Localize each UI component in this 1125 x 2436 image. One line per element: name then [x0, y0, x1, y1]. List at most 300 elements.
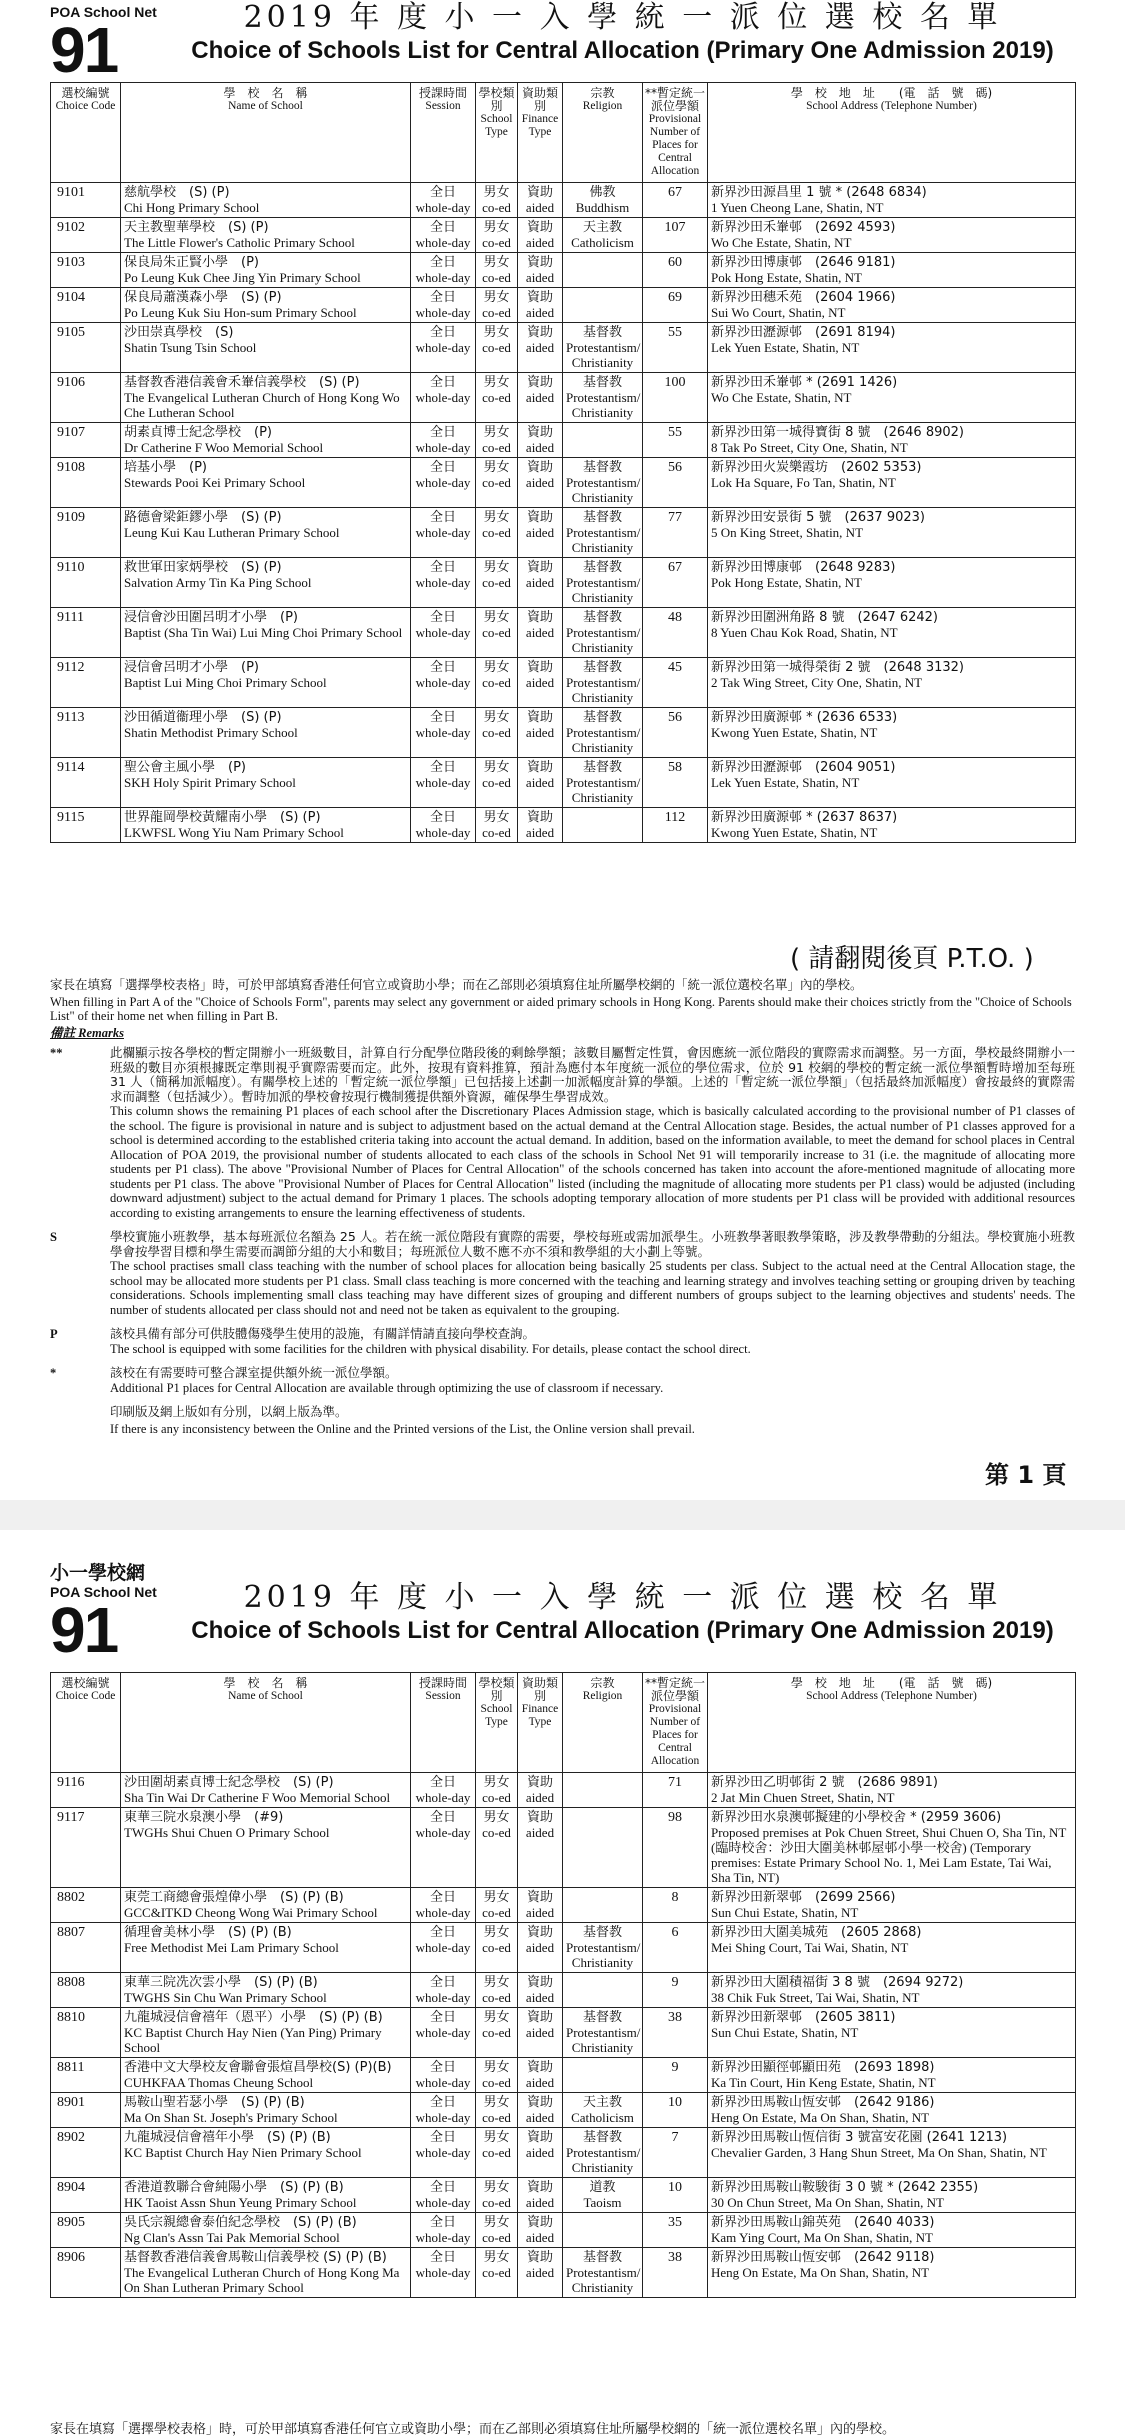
- finance-type-english: aided: [525, 2075, 555, 2090]
- finance-type-cell: [518, 758, 563, 808]
- address-english: Wo Che Estate, Shatin, NT: [711, 390, 852, 405]
- remark-chinese: 此欄顯示按各學校的暫定開辦小一班級數目，計算自行分配學位階段後的剩餘學額；該數目屬暫定性質，會因應統一派位階段的實際需求而調整。另一方面，學校最終開辦小一班級的數目亦須根據既定準則視乎實際需要而定。此外，按現有資料推算，預計為應付本年度統一派位的學位需求，位於 91 校網的學校的暫定統一派位學額暫時增加至每班 31 人（簡稱加派幅度）。有關學校上述的「暫定統一派位學額」已包括接上述劃一加派幅度計算的學額。上述的「暫定統一派位學額」（包括最終加派幅度）會按最終的實際需求而調整（包括減少）。暫時加派的學校會按現行機制獲提供額外資源，確保學生學習成效。: [110, 1045, 1075, 1104]
- page-gap: [0, 1500, 1125, 1530]
- religion-english: Protestantism/ Christianity: [566, 675, 641, 705]
- table-row: [51, 458, 1076, 508]
- session-english: whole-day: [415, 625, 471, 640]
- pto-label: ( 請翻閱後頁 P.T.O. ): [790, 944, 1034, 974]
- session-cell: [411, 708, 476, 758]
- finance-type-english: aided: [525, 525, 555, 540]
- religion-english: Protestantism/ Christianity: [566, 475, 641, 505]
- address-cell: [708, 2058, 1076, 2093]
- finance-type-english: aided: [525, 1940, 555, 1955]
- remark-item: [50, 1327, 1075, 1356]
- school-type-cell: [476, 808, 518, 843]
- school-type-chinese: 男女: [483, 425, 510, 440]
- finance-type-cell: [518, 1973, 563, 2008]
- choice-code: 9103: [51, 253, 121, 288]
- school-type-chinese: 男女: [483, 2180, 510, 2195]
- session-english: whole-day: [415, 575, 471, 590]
- school-type-cell: [476, 323, 518, 373]
- table-row: [51, 2058, 1076, 2093]
- address-cell: [708, 1973, 1076, 2008]
- address-english: 2 Tak Wing Street, City One, Shatin, NT: [711, 675, 923, 690]
- address-english: Ka Tin Court, Hin Keng Estate, Shatin, NT: [711, 2075, 936, 2090]
- address-chinese: 新界沙田源昌里 1 號 * (2648 6834): [711, 185, 927, 200]
- school-name-chinese: 浸信會呂明才小學 (P): [124, 660, 259, 675]
- session-cell: [411, 288, 476, 323]
- school-type-english: co-ed: [482, 200, 511, 215]
- address-english: 38 Chik Fuk Street, Tai Wai, Shatin, NT: [711, 1990, 920, 2005]
- finance-type-english: aided: [525, 2025, 555, 2040]
- religion-cell: [563, 1808, 643, 1888]
- finance-type-chinese: 資助: [526, 510, 553, 525]
- school-type-english: co-ed: [482, 2195, 511, 2210]
- provisional-places: 69: [643, 288, 708, 323]
- address-chinese: 新界沙田禾輋邨 * (2691 1426): [711, 375, 898, 390]
- finance-type-cell: [518, 1888, 563, 1923]
- finance-type-cell: [518, 423, 563, 458]
- session-cell: [411, 2058, 476, 2093]
- school-name-english: KC Baptist Church Hay Nien Primary School: [124, 2145, 362, 2160]
- choice-code: 9110: [51, 558, 121, 608]
- school-type-english: co-ed: [482, 825, 511, 840]
- address-chinese: 新界沙田博康邨 (2646 9181): [711, 255, 896, 270]
- finance-type-english: aided: [525, 1905, 555, 1920]
- finance-type-english: aided: [525, 340, 555, 355]
- address-cell: [708, 2128, 1076, 2178]
- table-row: [51, 1888, 1076, 1923]
- session-cell: [411, 1808, 476, 1888]
- school-name-english: Po Leung Kuk Siu Hon-sum Primary School: [124, 305, 357, 320]
- religion-cell: [563, 708, 643, 758]
- finance-type-chinese: 資助: [526, 220, 553, 235]
- address-cell: [708, 658, 1076, 708]
- choice-code: 9104: [51, 288, 121, 323]
- finance-type-english: aided: [525, 2110, 555, 2125]
- religion-cell: [563, 1973, 643, 2008]
- address-cell: [708, 373, 1076, 423]
- school-name-chinese: 保良局蕭漢森小學 (S) (P): [124, 290, 282, 305]
- table-row: [51, 1773, 1076, 1808]
- school-type-english: co-ed: [482, 525, 511, 540]
- session-chinese: 全日: [429, 1775, 456, 1790]
- religion-cell: [563, 253, 643, 288]
- religion-english: Catholicism: [571, 235, 634, 250]
- table-row: [51, 1808, 1076, 1888]
- net-brand: [50, 4, 157, 86]
- address-cell: [708, 288, 1076, 323]
- school-name-english: CUHKFAA Thomas Cheung School: [124, 2075, 314, 2090]
- title-block: [150, 0, 1095, 66]
- religion-cell: [563, 658, 643, 708]
- provisional-places: 98: [643, 1808, 708, 1888]
- address-cell: [708, 458, 1076, 508]
- school-name-chinese: 九龍城浸信會禧年小學 (S) (P) (B): [124, 2130, 331, 2145]
- address-chinese: 新界沙田新翠邨 (2605 3811): [711, 2010, 896, 2025]
- school-name-cell: [121, 2213, 411, 2248]
- choice-code: 8901: [51, 2093, 121, 2128]
- school-type-cell: [476, 1973, 518, 2008]
- school-name-chinese: 馬鞍山聖若瑟小學 (S) (P) (B): [124, 2095, 305, 2110]
- provisional-places: 9: [643, 2058, 708, 2093]
- school-type-chinese: 男女: [483, 1810, 510, 1825]
- choice-code: 9101: [51, 183, 121, 218]
- table-row: [51, 508, 1076, 558]
- school-type-chinese: 男女: [483, 810, 510, 825]
- address-cell: [708, 708, 1076, 758]
- school-type-english: co-ed: [482, 625, 511, 640]
- session-cell: [411, 183, 476, 218]
- school-name-cell: [121, 608, 411, 658]
- school-name-cell: [121, 323, 411, 373]
- choice-code: 8811: [51, 2058, 121, 2093]
- address-chinese: 新界沙田顯徑邨顯田苑 (2693 1898): [711, 2060, 935, 2075]
- table-row: [51, 423, 1076, 458]
- address-chinese: 新界沙田火炭樂霞坊 (2602 5353): [711, 460, 922, 475]
- table-row: [51, 253, 1076, 288]
- choice-code: 9102: [51, 218, 121, 253]
- school-type-chinese: 男女: [483, 290, 510, 305]
- finance-type-english: aided: [525, 200, 555, 215]
- finance-type-english: aided: [525, 1825, 555, 1840]
- school-name-chinese: 浸信會沙田圍呂明才小學 (P): [124, 610, 298, 625]
- finance-type-chinese: 資助: [526, 2060, 553, 2075]
- school-type-chinese: 男女: [483, 560, 510, 575]
- finance-type-english: aided: [525, 2230, 555, 2245]
- title-chinese-page-2: 2019 年 度 小 一 入 學 統 一 派 位 選 校 名 單: [243, 1580, 1002, 1615]
- session-chinese: 全日: [429, 560, 456, 575]
- finance-type-cell: [518, 708, 563, 758]
- address-cell: [708, 2178, 1076, 2213]
- school-name-chinese: 救世軍田家炳學校 (S) (P): [124, 560, 282, 575]
- finance-type-english: aided: [525, 2265, 555, 2280]
- religion-chinese: 基督教: [582, 710, 622, 725]
- school-type-chinese: 男女: [483, 220, 510, 235]
- school-name-chinese: 慈航學校 (S) (P): [124, 185, 230, 200]
- school-type-cell: [476, 253, 518, 288]
- school-name-english: Dr Catherine F Woo Memorial School: [124, 440, 324, 455]
- finance-type-chinese: 資助: [526, 325, 553, 340]
- session-chinese: 全日: [429, 610, 456, 625]
- religion-cell: [563, 2178, 643, 2213]
- session-chinese: 全日: [429, 710, 456, 725]
- choice-code: 8810: [51, 2008, 121, 2058]
- school-type-chinese: 男女: [483, 2250, 510, 2265]
- school-type-english: co-ed: [482, 235, 511, 250]
- session-cell: [411, 2213, 476, 2248]
- remark-item: [50, 1230, 1075, 1317]
- table-row: [51, 2008, 1076, 2058]
- school-type-english: co-ed: [482, 775, 511, 790]
- school-type-cell: [476, 2128, 518, 2178]
- school-type-english: co-ed: [482, 475, 511, 490]
- page-2-footer: 家長在填寫「選擇學校表格」時，可於甲部填寫香港任何官立或資助小學；而在乙部則必須填寫住址所屬學校網的「統一派位選校名單」內的學校。: [50, 2422, 896, 2436]
- religion-chinese: 基督教: [582, 560, 622, 575]
- school-name-english: TWGHs Shui Chuen O Primary School: [124, 1825, 330, 1840]
- provisional-places: 56: [643, 458, 708, 508]
- session-english: whole-day: [415, 675, 471, 690]
- religion-chinese: 基督教: [582, 375, 622, 390]
- school-name-chinese: 路德會梁鉅鏐小學 (S) (P): [124, 510, 282, 525]
- choice-code: 9117: [51, 1808, 121, 1888]
- provisional-places: 38: [643, 2248, 708, 2298]
- school-type-cell: [476, 288, 518, 323]
- session-english: whole-day: [415, 270, 471, 285]
- school-name-cell: [121, 2248, 411, 2298]
- table-row: [51, 758, 1076, 808]
- remark-body: [110, 1327, 1075, 1356]
- address-cell: [708, 183, 1076, 218]
- page-number: 第 1 頁: [985, 1461, 1067, 1489]
- school-name-cell: [121, 288, 411, 323]
- school-type-cell: [476, 458, 518, 508]
- choice-code: 9116: [51, 1773, 121, 1808]
- religion-chinese: 道教: [589, 2180, 616, 2195]
- session-english: whole-day: [415, 475, 471, 490]
- school-name-english: TWGHS Sin Chu Wan Primary School: [124, 1990, 327, 2005]
- school-name-english: KC Baptist Church Hay Nien (Yan Ping) Primary School: [124, 2025, 382, 2055]
- session-chinese: 全日: [429, 2130, 456, 2145]
- religion-english: Protestantism/ Christianity: [566, 2025, 641, 2055]
- choice-code: 8906: [51, 2248, 121, 2298]
- session-cell: [411, 808, 476, 843]
- address-cell: [708, 508, 1076, 558]
- provisional-places: 6: [643, 1923, 708, 1973]
- school-type-cell: [476, 2093, 518, 2128]
- school-name-chinese: 九龍城浸信會禧年（恩平）小學 (S) (P) (B): [124, 2010, 383, 2025]
- session-english: whole-day: [415, 525, 471, 540]
- school-type-english: co-ed: [482, 305, 511, 320]
- school-type-english: co-ed: [482, 675, 511, 690]
- religion-cell: [563, 1923, 643, 1973]
- school-type-chinese: 男女: [483, 2060, 510, 2075]
- religion-chinese: 基督教: [582, 610, 622, 625]
- session-chinese: 全日: [429, 660, 456, 675]
- notes-section: [50, 978, 1075, 1438]
- school-name-english: Stewards Pooi Kei Primary School: [124, 475, 306, 490]
- school-type-english: co-ed: [482, 1940, 511, 1955]
- provisional-places: 67: [643, 183, 708, 218]
- address-chinese: 新界沙田新翠邨 (2699 2566): [711, 1890, 896, 1905]
- table-header-row: [51, 83, 1076, 183]
- religion-english: Taoism: [583, 2195, 622, 2210]
- religion-english: Protestantism/ Christianity: [566, 725, 641, 755]
- session-english: whole-day: [415, 1905, 471, 1920]
- choice-code: 8802: [51, 1888, 121, 1923]
- school-type-cell: [476, 508, 518, 558]
- address-cell: [708, 423, 1076, 458]
- school-name-chinese: 沙田循道衞理小學 (S) (P): [124, 710, 282, 725]
- school-name-cell: [121, 373, 411, 423]
- provisional-places: 9: [643, 1973, 708, 2008]
- table-row: [51, 288, 1076, 323]
- school-name-chinese: 沙田崇真學校 (S): [124, 325, 234, 340]
- religion-english: Protestantism/ Christianity: [566, 525, 641, 555]
- school-type-english: co-ed: [482, 390, 511, 405]
- session-cell: [411, 558, 476, 608]
- finance-type-english: aided: [525, 1990, 555, 2005]
- finance-type-english: aided: [525, 440, 555, 455]
- session-cell: [411, 423, 476, 458]
- session-chinese: 全日: [429, 2180, 456, 2195]
- address-english: Proposed premises at Pok Chuen Street, Shui Chuen O, Sha Tin, NT (臨時校舍：沙田大圍美林邨屋邨小學一校舍) (Temporary premises: Estate Primary School No. 1, Mei Lam Estate, Tai Wai, Sha Tin, NT): [711, 1825, 1067, 1885]
- school-name-english: Free Methodist Mei Lam Primary School: [124, 1940, 339, 1955]
- session-cell: [411, 2093, 476, 2128]
- finance-type-cell: [518, 253, 563, 288]
- school-name-english: The Evangelical Lutheran Church of Hong Kong Ma On Shan Lutheran Primary School: [124, 2265, 400, 2295]
- address-chinese: 新界沙田廣源邨 * (2637 8637): [711, 810, 898, 825]
- table-row: [51, 2128, 1076, 2178]
- table-row: [51, 808, 1076, 843]
- remark-mark: S: [50, 1230, 57, 1244]
- finance-type-cell: [518, 2128, 563, 2178]
- choice-code: 8904: [51, 2178, 121, 2213]
- address-cell: [708, 2008, 1076, 2058]
- finance-type-english: aided: [525, 675, 555, 690]
- session-chinese: 全日: [429, 220, 456, 235]
- remark-mark: P: [50, 1327, 58, 1341]
- finance-type-english: aided: [525, 1790, 555, 1805]
- school-type-cell: [476, 608, 518, 658]
- religion-cell: [563, 218, 643, 253]
- table-row: [51, 2213, 1076, 2248]
- header-address: 學 校 地 址 (電 話 號 碼) School Address (Telephone Number): [708, 1673, 1076, 1773]
- address-english: Pok Hong Estate, Shatin, NT: [711, 575, 862, 590]
- provisional-places: 107: [643, 218, 708, 253]
- session-english: whole-day: [415, 235, 471, 250]
- address-english: Sui Wo Court, Shatin, NT: [711, 305, 846, 320]
- schools-table-page-2: [50, 1672, 1076, 2298]
- header-religion: 宗教 Religion: [563, 83, 643, 183]
- finance-type-cell: [518, 808, 563, 843]
- religion-cell: [563, 2093, 643, 2128]
- school-name-chinese: 沙田圍胡素貞博士紀念學校 (S) (P): [124, 1775, 334, 1790]
- religion-chinese: 基督教: [582, 2250, 622, 2265]
- school-name-cell: [121, 708, 411, 758]
- session-chinese: 全日: [429, 2010, 456, 2025]
- school-type-cell: [476, 2213, 518, 2248]
- religion-chinese: 天主教: [582, 220, 622, 235]
- schools-table-page-1: [50, 82, 1076, 843]
- provisional-places: 7: [643, 2128, 708, 2178]
- religion-english: Protestantism/ Christianity: [566, 340, 641, 370]
- session-cell: [411, 758, 476, 808]
- school-type-english: co-ed: [482, 2230, 511, 2245]
- session-chinese: 全日: [429, 2095, 456, 2110]
- session-english: whole-day: [415, 1990, 471, 2005]
- session-cell: [411, 323, 476, 373]
- school-name-chinese: 基督教香港信義會馬鞍山信義學校 (S) (P) (B): [124, 2250, 387, 2265]
- session-english: whole-day: [415, 200, 471, 215]
- finance-type-english: aided: [525, 2145, 555, 2160]
- finance-type-chinese: 資助: [526, 290, 553, 305]
- school-type-cell: [476, 423, 518, 458]
- address-english: Sun Chui Estate, Shatin, NT: [711, 2025, 859, 2040]
- religion-cell: [563, 423, 643, 458]
- provisional-places: 10: [643, 2093, 708, 2128]
- address-chinese: 新界沙田馬鞍山恆安邨 (2642 9118): [711, 2250, 935, 2265]
- session-english: whole-day: [415, 725, 471, 740]
- address-chinese: 新界沙田禾輋邨 (2692 4593): [711, 220, 896, 235]
- header-choice-code: 選校編號 Choice Code: [51, 1673, 121, 1773]
- finance-type-cell: [518, 218, 563, 253]
- school-name-chinese: 東華三院冼次雲小學 (S) (P) (B): [124, 1975, 318, 1990]
- school-name-cell: [121, 2008, 411, 2058]
- school-type-english: co-ed: [482, 1790, 511, 1805]
- remark-mark: **: [50, 1046, 63, 1060]
- school-type-chinese: 男女: [483, 325, 510, 340]
- school-type-cell: [476, 1773, 518, 1808]
- remark-english: This column shows the remaining P1 places of each school after the Discretionary Places Admission stage, which is basically calculated according to the provisional number of P1 classes of the school. The figure is provisional in nature and is subject to adjustment based on the actual demand at the Central Allocation stage. Besides, the actual number of P1 classes approved for a school is determined according to the established criteria taking into account the actual demand. In addition, based on the information available, to meet the demand for school places in Central Allocation of POA 2019, the provisional number of students allocated to each class of the schools in School Net 91 will temporarily increase to 31 (i.e. the magnitude of allocating more students per P1 class). The above "Provisional Number of Places for Central Allocation" of the schools concerned has taken into account the afore-mentioned magnitude of allocating more students per P1 class. The above "Provisional Number of Places for Central Allocation" listed (including the magnitude of allocating more students per P1 class) would be adjusted (including downward adjustment) subject to the actual demand for Primary 1 places. The schools adopting temporary allocation of more students per P1 class will be provided with additional resources according to existing arrangements to ensure the learning effectiveness of students.: [110, 1104, 1075, 1220]
- table-row: [51, 658, 1076, 708]
- school-type-english: co-ed: [482, 270, 511, 285]
- religion-cell: [563, 1888, 643, 1923]
- table-row: [51, 1973, 1076, 2008]
- school-name-cell: [121, 808, 411, 843]
- choice-code: 8902: [51, 2128, 121, 2178]
- finance-type-chinese: 資助: [526, 1775, 553, 1790]
- school-name-english: HK Taoist Assn Shun Yeung Primary School: [124, 2195, 357, 2210]
- provisional-places: 55: [643, 423, 708, 458]
- session-english: whole-day: [415, 1825, 471, 1840]
- school-name-cell: [121, 1808, 411, 1888]
- school-type-chinese: 男女: [483, 1890, 510, 1905]
- address-english: Chevalier Garden, 3 Hang Shun Street, Ma On Shan, Shatin, NT: [711, 2145, 1047, 2160]
- table-row: [51, 2093, 1076, 2128]
- address-cell: [708, 2248, 1076, 2298]
- session-chinese: 全日: [429, 290, 456, 305]
- session-cell: [411, 218, 476, 253]
- school-type-chinese: 男女: [483, 1975, 510, 1990]
- session-cell: [411, 1773, 476, 1808]
- religion-cell: [563, 2008, 643, 2058]
- school-type-cell: [476, 708, 518, 758]
- remark-chinese: 該校在有需要時可整合課室提供額外統一派位學額。: [110, 1365, 398, 1380]
- address-chinese: 新界沙田馬鞍山恆安邨 (2642 9186): [711, 2095, 935, 2110]
- table-body-page-2: [51, 1773, 1076, 2298]
- choice-code: 9105: [51, 323, 121, 373]
- religion-cell: [563, 183, 643, 218]
- school-type-english: co-ed: [482, 2025, 511, 2040]
- school-type-chinese: 男女: [483, 2095, 510, 2110]
- address-english: Sun Chui Estate, Shatin, NT: [711, 1905, 859, 1920]
- school-type-chinese: 男女: [483, 710, 510, 725]
- religion-chinese: 基督教: [582, 2130, 622, 2145]
- finance-type-chinese: 資助: [526, 710, 553, 725]
- school-name-cell: [121, 183, 411, 218]
- school-type-english: co-ed: [482, 1990, 511, 2005]
- session-chinese: 全日: [429, 1975, 456, 1990]
- school-name-cell: [121, 508, 411, 558]
- school-type-cell: [476, 658, 518, 708]
- school-type-chinese: 男女: [483, 610, 510, 625]
- address-chinese: 新界沙田瀝源邨 (2691 8194): [711, 325, 896, 340]
- address-english: 8 Tak Po Street, City One, Shatin, NT: [711, 440, 908, 455]
- header-provisional-places: **暫定統一派位學額 Provisional Number of Places for Central Allocation: [643, 1673, 708, 1773]
- school-type-chinese: 男女: [483, 375, 510, 390]
- address-chinese: 新界沙田大圍美城苑 (2605 2868): [711, 1925, 922, 1940]
- religion-cell: [563, 508, 643, 558]
- session-chinese: 全日: [429, 185, 456, 200]
- religion-chinese: 基督教: [582, 2010, 622, 2025]
- title-english-page-2: Choice of Schools List for Central Allocation (Primary One Admission 2019): [191, 1617, 1054, 1644]
- school-type-chinese: 男女: [483, 1925, 510, 1940]
- finance-type-cell: [518, 458, 563, 508]
- school-type-cell: [476, 558, 518, 608]
- religion-english: Protestantism/ Christianity: [566, 625, 641, 655]
- finance-type-english: aided: [525, 390, 555, 405]
